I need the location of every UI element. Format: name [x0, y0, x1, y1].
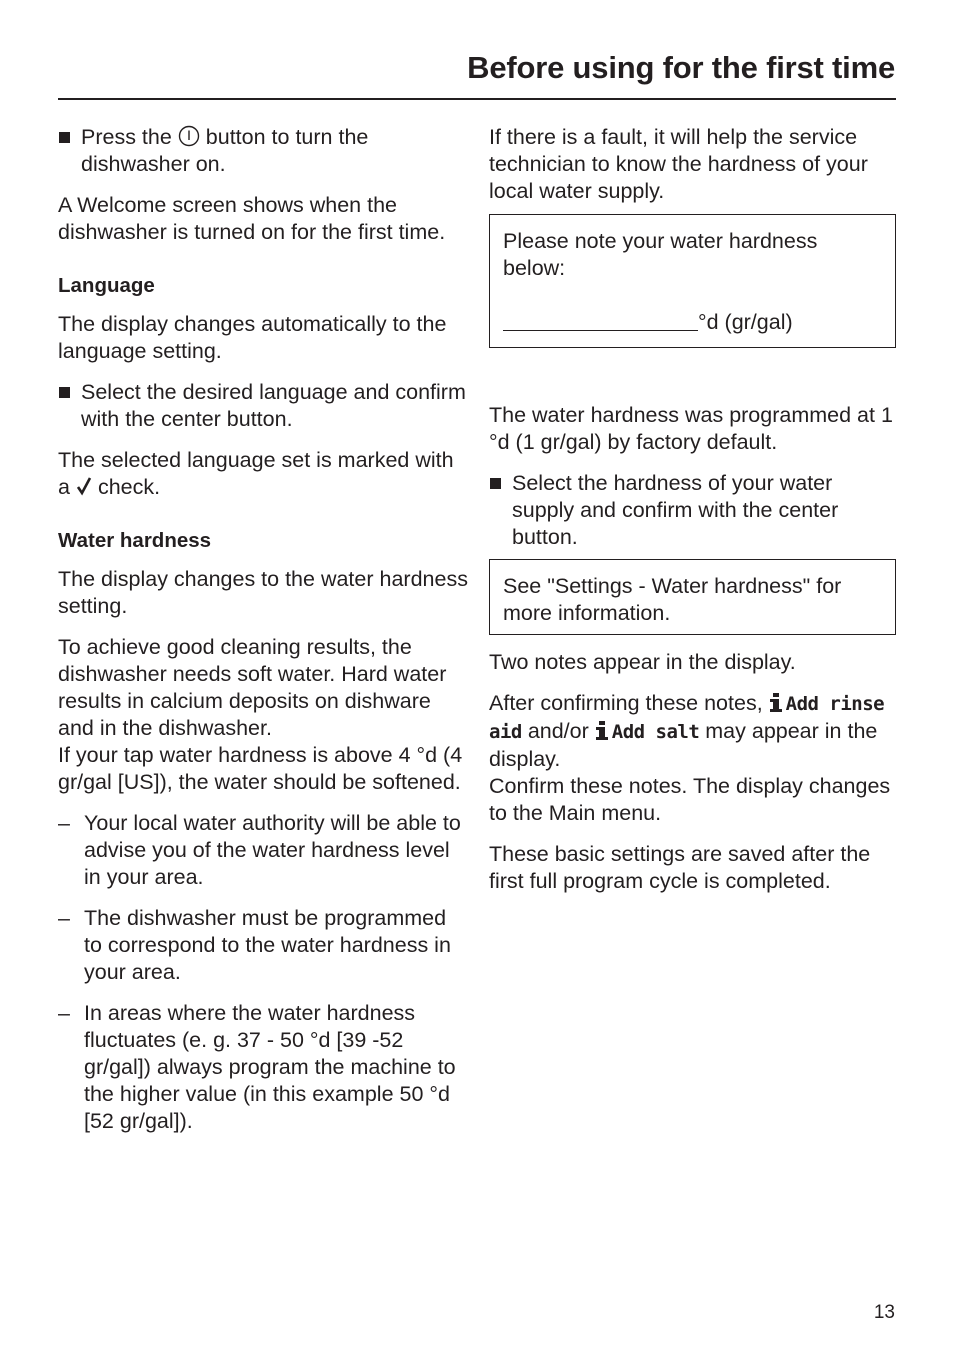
language-description: The display changes automatically to the language setting. — [58, 312, 447, 363]
list-item — [58, 1000, 468, 1135]
left-column — [58, 124, 468, 1149]
dash-symbol: – — [58, 1001, 70, 1025]
settings-reference-box — [489, 559, 896, 635]
bullet-square — [59, 132, 70, 143]
dash-symbol: – — [58, 811, 70, 835]
power-icon — [178, 125, 200, 147]
settings-reference-text: See "Settings - Water hardness" for more information. — [503, 574, 842, 625]
header-divider — [58, 98, 896, 100]
factory-default-text: The water hardness was programmed at 1 °d (1 gr/gal) by factory default. — [489, 403, 893, 454]
bullet-square — [490, 478, 501, 489]
select-hardness-text: Select the hardness of your water supply and confirm with the center button. — [512, 471, 839, 549]
fault-text: If there is a fault, it will help the service technician to know the hardness of your local water supply. — [489, 125, 868, 203]
hardness-description: The display changes to the water hardness setting. — [58, 567, 468, 618]
display-salt-note: Add salt — [611, 721, 700, 743]
and-or-text: and/or — [527, 719, 589, 743]
note-box-text: Please note your water hardness below: — [503, 229, 818, 280]
water-hardness-note-box — [489, 214, 896, 348]
info-icon — [769, 693, 783, 713]
power-on-instruction — [58, 124, 468, 178]
soft-water-text: To achieve good cleaning results, the dishwasher needs soft water. Hard water results in calcium deposits on dishware and in the dishwasher. — [58, 635, 447, 740]
check-icon — [76, 476, 92, 496]
after-confirm-after: may appear in the display. — [489, 719, 878, 771]
note-box-unit: °d (gr/gal) — [698, 310, 793, 334]
language-instruction-text: Select the desired language and confirm with the center button. — [81, 380, 466, 431]
language-marked-text — [58, 447, 468, 501]
list-item-text: The dishwasher must be programmed to correspond to the water hardness in your area. — [84, 906, 451, 984]
page-title: Before using for the first time — [467, 50, 895, 85]
after-confirm-text — [489, 690, 896, 773]
list-item — [58, 905, 468, 986]
confirm-notes-text: Confirm these notes. The display changes to the Main menu. — [489, 774, 891, 825]
language-instruction — [58, 379, 468, 433]
info-icon — [595, 721, 609, 741]
language-marked-after: check. — [97, 475, 161, 499]
softening-text: If your tap water hardness is above 4 °d (4 gr/gal [US]), the water should be softened. — [58, 743, 463, 794]
list-item-text: Your local water authority will be able to advise you of the water hardness level in your area. — [84, 811, 461, 889]
two-notes-text: Two notes appear in the display. — [489, 650, 796, 674]
language-heading: Language — [58, 274, 155, 297]
water-hardness-heading: Water hardness — [58, 529, 212, 552]
language-marked-before: The selected language set is marked with a — [58, 448, 454, 499]
power-instruction-after: button to turn the dishwasher on. — [81, 125, 369, 176]
bullet-square — [59, 387, 70, 398]
display-rinse-aid-note: Add rinse aid — [489, 693, 885, 743]
list-item — [58, 810, 468, 891]
page-number: 13 — [873, 1302, 895, 1323]
after-confirm-before: After confirming these notes, — [489, 691, 763, 715]
welcome-text: A Welcome screen shows when the dishwasher is turned on for the first time. — [58, 193, 446, 244]
dash-symbol: – — [58, 906, 70, 930]
note-box-fill-line — [503, 309, 883, 336]
power-instruction-before: Press the — [81, 125, 172, 149]
right-column — [489, 124, 896, 909]
hardness-entry-line — [503, 310, 698, 331]
select-hardness-instruction — [489, 470, 896, 551]
settings-saved-text: These basic settings are saved after the first full program cycle is completed. — [489, 842, 871, 893]
list-item-text: In areas where the water hardness fluctuates (e. g. 37 - 50 °d [39 -52 gr/gal]) always program the machine to the higher value (in this example 50 °d [52 gr/gal]). — [84, 1001, 456, 1133]
